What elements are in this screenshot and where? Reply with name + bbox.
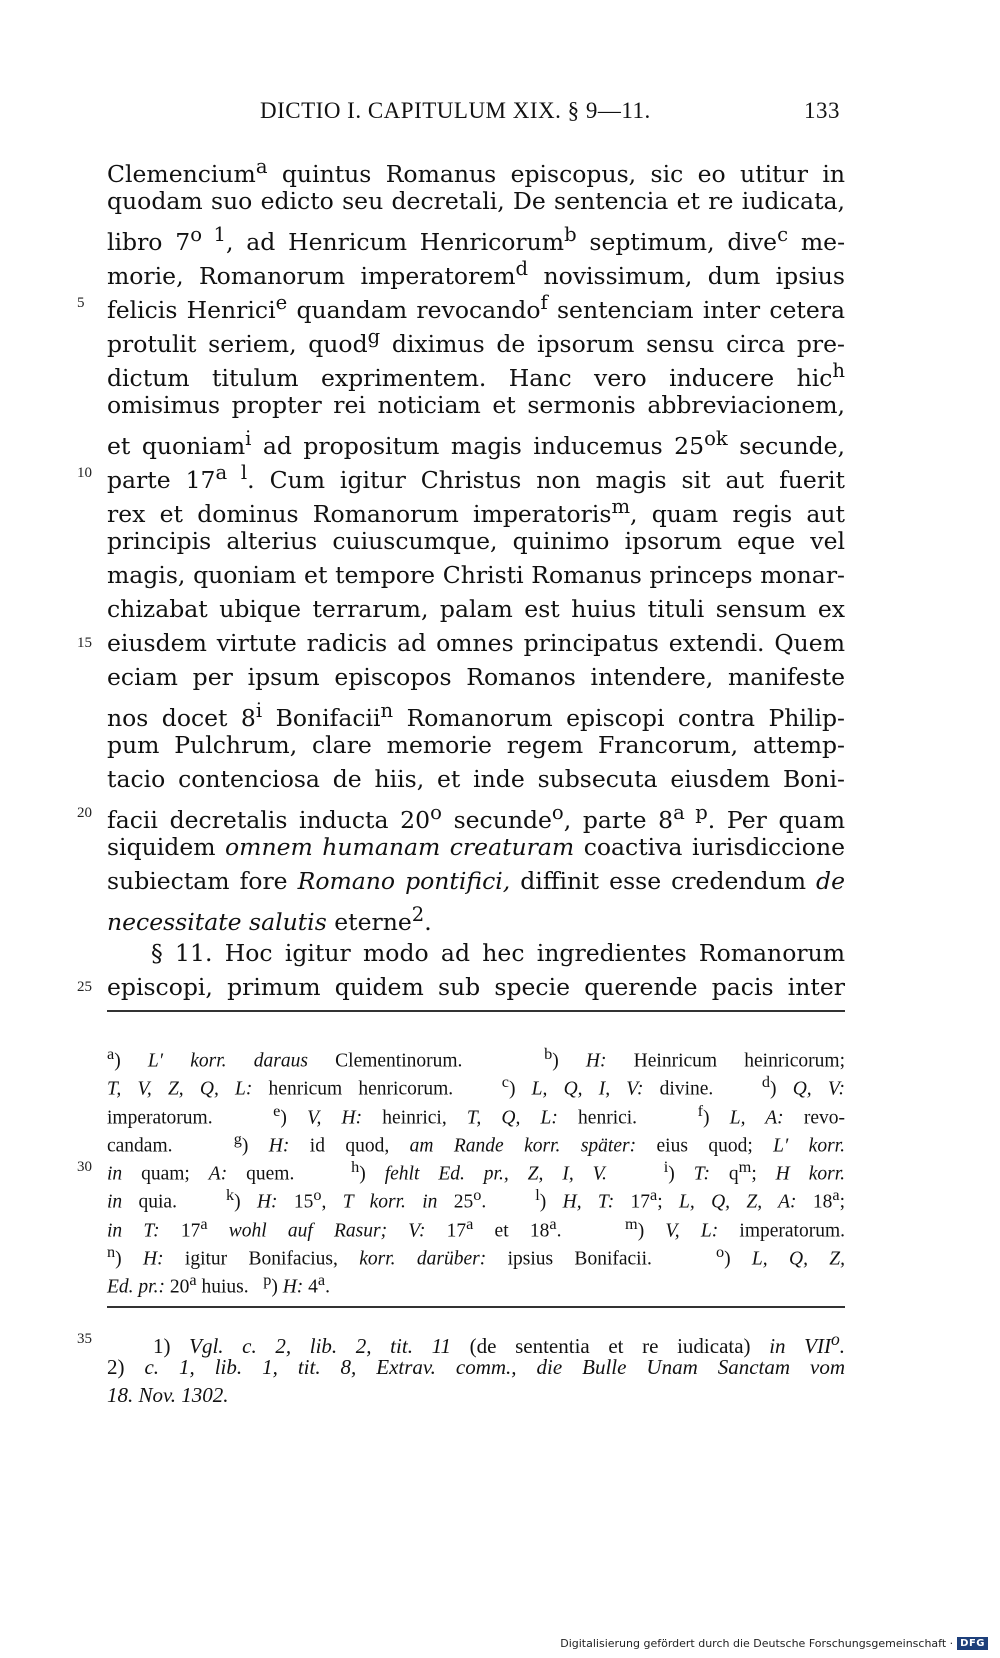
text-line: siquidem omnem humanam creaturam coactiva iurisdiccione bbox=[107, 833, 845, 861]
text-line: Clemencium$^a$ quintus Romanus episcopus, sic eo utitur in bbox=[107, 155, 845, 188]
text-line: libro $7^{o 1}$, ad Henricum Henricorum$^b$ septimum, dive$^c$ me- bbox=[107, 223, 846, 256]
apparatus-line: in T: 17$^a$ wohl auf Rasur; V: 17$^a$ et 18$^a$. $^m$) V, L: imperatorum. bbox=[107, 1214, 845, 1242]
apparatus-line: Ed. pr.: 20$^a$ huius. $^p$) H: 4$^a$. bbox=[107, 1271, 330, 1298]
apparatus-line: T, V, Z, Q, L: henricum henricorum. $^c$) L, Q, I, V: divine. $^d$) Q, V: bbox=[107, 1073, 845, 1100]
text-line: tacio contenciosa de hiis, et inde subsecuta eiusdem Boni- bbox=[107, 765, 845, 793]
text-line: dictum titulum exprimentem. Hanc vero inducere hic$^h$ bbox=[107, 359, 845, 392]
credit-text: Digitalisierung gefördert durch die Deutsche Forschungsgemeinschaft · bbox=[560, 1636, 954, 1650]
apparatus-divider bbox=[107, 1010, 845, 1012]
main-text-block bbox=[77, 150, 846, 1004]
line-number: 20 bbox=[77, 805, 92, 821]
note-line: 1) Vgl. c. 2, lib. 2, tit. 11 (de sententia et re iudicata) in VII$^o$. 35 bbox=[107, 1325, 845, 1353]
text-line: facii decretalis inducta 20$^o$ secunde$^o$, parte $8^{a p}$. Per quam 20 bbox=[107, 796, 845, 830]
text-line: chizabat ubique terrarum, palam est huius tituli sensum ex bbox=[107, 595, 845, 623]
critical-apparatus bbox=[77, 1040, 846, 1298]
dfg-logo: DFG bbox=[957, 1637, 988, 1650]
text-line: magis, quoniam et tempore Christi Romanus princeps monar- bbox=[107, 561, 845, 589]
text-line: principis alterius cuiuscumque, quinimo ipsorum eque vel bbox=[107, 527, 845, 555]
page-number: 133 bbox=[804, 98, 840, 123]
line-number: 5 bbox=[77, 295, 85, 311]
text-line: quodam suo edicto seu decretali, De sentencia et re iudicata, bbox=[107, 187, 845, 215]
apparatus-line: $^n$) H: igitur Bonifacius, korr. darüber: ipsius Bonifacii. $^o$) L, Q, Z, bbox=[107, 1243, 846, 1270]
text-line: subiectam fore Romano pontifici, diffinit esse credendum de bbox=[107, 867, 845, 895]
notes-divider bbox=[107, 1306, 845, 1308]
apparatus-line: imperatorum. $^e$) V, H: heinrici, T, Q, L: henrici. $^f$) L, A: revo- bbox=[107, 1101, 846, 1129]
text-line: et quoniam$^i$ ad propositum magis inducemus $25^{ok}$ secunde, bbox=[107, 427, 846, 460]
source-notes bbox=[77, 1325, 845, 1409]
line-number: 25 bbox=[77, 979, 92, 995]
apparatus-line: $^a$) L′ korr. daraus Clementinorum. $^b$) H: Heinricum heinricorum; bbox=[107, 1045, 845, 1072]
text-line: nos docet 8$^i$ Bonifacii$^n$ Romanorum episcopi contra Philip- bbox=[107, 699, 845, 732]
text-line: pum Pulchrum, clare memorie regem Francorum, attemp- bbox=[107, 731, 845, 759]
text-line: necessitate salutis eterne$^2$. bbox=[107, 903, 432, 936]
digitization-credit bbox=[560, 1634, 988, 1652]
line-number: 15 bbox=[77, 635, 92, 651]
text-line: eciam per ipsum episcopos Romanos intendere, manifeste bbox=[107, 663, 845, 691]
line-number: 35 bbox=[77, 1331, 92, 1347]
text-line: § 11. Hoc igitur modo ad hec ingredientes Romanorum bbox=[151, 939, 845, 967]
line-number: 10 bbox=[77, 465, 92, 481]
text-line: protulit seriem, quod$^g$ diximus de ipsorum sensu circa pre- bbox=[107, 325, 845, 358]
running-header bbox=[108, 92, 840, 132]
text-line: felicis Henrici$^e$ quandam revocando$^f$ sentenciam inter cetera 5 bbox=[107, 286, 845, 320]
note-line: 18. Nov. 1302. bbox=[107, 1383, 229, 1407]
text-line: rex et dominus Romanorum imperatoris$^m$, quam regis aut bbox=[107, 495, 846, 528]
text-line: morie, Romanorum imperatorem$^d$ novissimum, dum ipsius bbox=[107, 257, 845, 290]
text-line: parte $17^{a l}$. Cum igitur Christus non magis sit aut fuerit 10 bbox=[107, 456, 845, 490]
note-line: 2) c. 1, lib. 1, tit. 8, Extrav. comm., die Bulle Unam Sanctam vom bbox=[107, 1355, 845, 1379]
text-line: omisimus propter rei noticiam et sermonis abbreviacionem, bbox=[107, 391, 845, 419]
apparatus-line: in quia. $^k$) H: 15$^o$, T korr. in 25$^o$. $^l$) H, T: 17$^a$; L, Q, Z, A: 18$^a$; bbox=[107, 1186, 845, 1213]
text-line: episcopi, primum quidem sub specie querende pacis inter 25 bbox=[107, 970, 845, 1004]
apparatus-line: in quam; A: quem. $^h$) fehlt Ed. pr., Z, I, V. $^i$) T: $q^m$; H korr. 30 bbox=[107, 1153, 845, 1181]
running-title: DICTIO I. CAPITULUM XIX. § 9—11. bbox=[260, 98, 651, 123]
apparatus-line: candam. $^g$) H: id quod, am Rande korr. später: eius quod; L′ korr. bbox=[107, 1129, 845, 1157]
line-number: 30 bbox=[77, 1159, 92, 1176]
text-line: eiusdem virtute radicis ad omnes principatus extendi. Quem 15 bbox=[107, 626, 845, 660]
